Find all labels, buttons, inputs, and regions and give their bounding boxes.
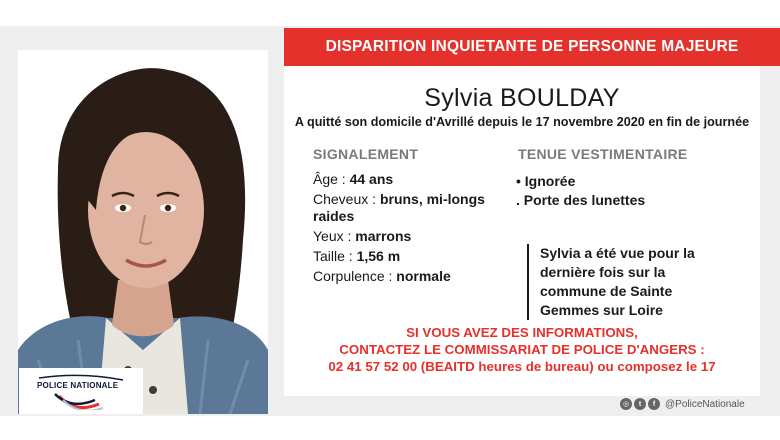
hair-value: bruns, mi-longs raides: [313, 191, 485, 224]
signalement-build: [313, 268, 513, 285]
contact-line-2: CONTACTEZ LE COMMISSARIAT DE POLICE D'ANGERS :: [339, 342, 705, 357]
eyes-value: marrons: [355, 228, 412, 244]
tenue-heading: TENUE VESTIMENTAIRE: [518, 146, 688, 162]
portrait-illustration: [18, 50, 268, 414]
build-value: normale: [396, 268, 451, 284]
social-footer: [620, 397, 745, 411]
contact-block: [284, 324, 760, 375]
signalement-eyes: [313, 228, 513, 245]
alert-banner: [284, 28, 780, 66]
age-label: Âge :: [313, 171, 350, 187]
signalement-age: [313, 171, 513, 188]
twitter-icon[interactable]: t: [634, 398, 646, 410]
tenue-item: • Ignorée: [516, 173, 576, 189]
police-nationale-logo: [19, 368, 143, 414]
facebook-icon[interactable]: f: [648, 398, 660, 410]
build-label: Corpulence :: [313, 268, 397, 284]
logo-emblem-icon: [35, 374, 127, 410]
signalement-hair: [313, 191, 513, 225]
signalement-list: [313, 171, 513, 288]
signalement-height: [313, 248, 513, 265]
info-card: [284, 66, 760, 396]
height-value: 1,56 m: [356, 248, 401, 264]
social-handle[interactable]: @PoliceNationale: [665, 398, 745, 410]
tenue-list: [516, 172, 746, 210]
contact-phone[interactable]: 02 41 57 52 00 (BEAITD heures de bureau) ou composez le 17: [328, 359, 716, 374]
signalement-heading: SIGNALEMENT: [313, 146, 419, 162]
hair-label: Cheveux :: [313, 191, 380, 207]
missing-person-photo: [18, 50, 268, 414]
disappearance-subtitle: A quitté son domicile d'Avrillé depuis le 17 novembre 2020 en fin de journée: [294, 115, 750, 129]
height-label: Taille :: [313, 248, 357, 264]
top-strip: [0, 0, 780, 26]
tenue-item: . Porte des lunettes: [516, 192, 646, 208]
instagram-icon[interactable]: ◎: [620, 398, 632, 410]
age-value: 44 ans: [349, 171, 394, 187]
person-name: Sylvia BOULDAY: [424, 84, 620, 112]
contact-line-1: SI VOUS AVEZ DES INFORMATIONS,: [406, 325, 638, 340]
banner-title: DISPARITION INQUIETANTE DE PERSONNE MAJEURE: [325, 38, 739, 55]
eyes-label: Yeux :: [313, 228, 356, 244]
last-seen-note: Sylvia a été vue pour la dernière fois sur la commune de Sainte Gemmes sur Loire: [527, 244, 727, 320]
logo-text: POLICE NATIONALE: [37, 381, 119, 390]
bottom-strip: [0, 416, 780, 440]
